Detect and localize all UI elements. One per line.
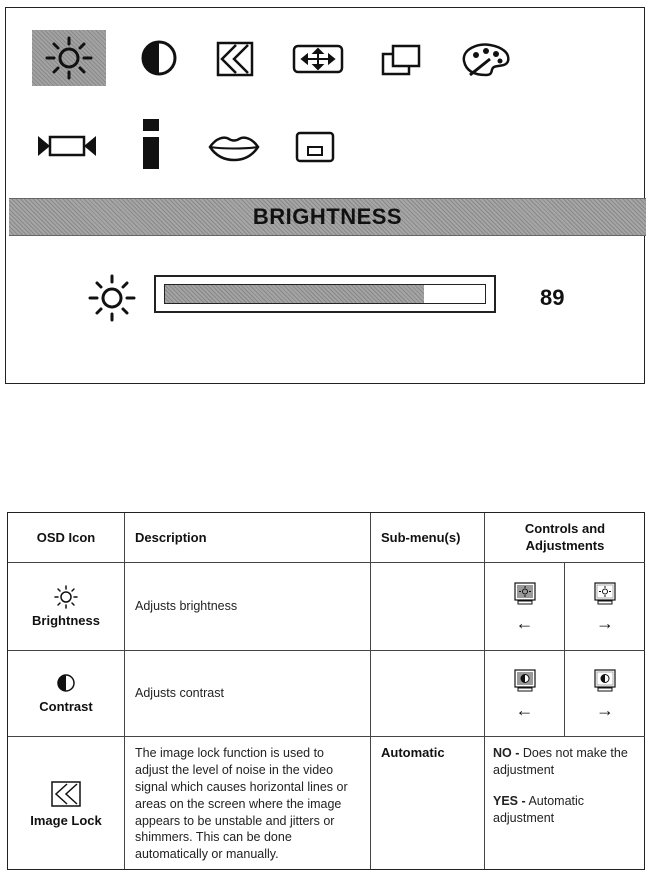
brightness-increase-control[interactable] — [565, 563, 645, 651]
color-menu-button[interactable] — [454, 38, 516, 80]
header-controls: Controls and Adjustments — [485, 513, 645, 563]
slider-sun-container — [82, 272, 142, 324]
header-submenus: Sub-menu(s) — [371, 513, 485, 563]
size-menu-button[interactable] — [376, 40, 428, 80]
image-lock-no-option[interactable]: NO - Does not make the adjustment — [493, 746, 628, 777]
position-icon — [290, 42, 346, 76]
sun-icon — [41, 36, 97, 80]
image-lock-menu-button[interactable] — [210, 38, 260, 80]
contrast-increase-control[interactable] — [565, 651, 645, 737]
sun-icon — [86, 273, 138, 323]
osd-reference-table — [7, 512, 645, 870]
brightness-menu-button[interactable] — [32, 30, 106, 86]
row-contrast-description: Adjusts contrast — [125, 651, 371, 737]
row-image-lock-description: The image lock function is used to adjust the level of noise in the video signal which causes horizontal lines or areas on the screen where the image appears to be unstable and jitters or shimmers. This can be done automatically or manually. — [125, 737, 371, 869]
row-name: Image Lock — [30, 812, 102, 828]
video-icon — [36, 131, 98, 161]
brightness-slider[interactable] — [154, 275, 496, 313]
menu-settings-button[interactable] — [290, 128, 340, 166]
row-brightness-submenu — [371, 563, 485, 651]
contrast-menu-button[interactable] — [134, 38, 184, 78]
row-brightness-description: Adjusts brightness — [125, 563, 371, 651]
osd-title: BRIGHTNESS — [252, 204, 403, 229]
right-arrow-icon: → — [596, 612, 614, 633]
palette-icon — [456, 39, 514, 79]
info-icon — [140, 117, 162, 171]
video-menu-button[interactable] — [34, 128, 100, 164]
slider-value: 89 — [540, 285, 565, 310]
monitor-low-contrast-icon — [514, 669, 536, 693]
row-name: Brightness — [32, 613, 100, 628]
row-image-lock-controls — [485, 737, 645, 869]
contrast-icon — [56, 673, 76, 693]
audio-menu-button[interactable] — [204, 130, 264, 164]
monitor-dim-icon — [514, 582, 536, 606]
row-brightness-icon-cell — [8, 563, 125, 651]
audio-icon — [206, 132, 262, 162]
left-arrow-icon: ← — [515, 699, 534, 720]
image-lock-yes-option[interactable]: YES - Automatic adjustment — [493, 793, 585, 825]
row-image-lock-icon-cell — [8, 737, 125, 869]
left-arrow-icon: ← — [515, 612, 534, 633]
osd-panel — [5, 7, 645, 384]
osd-title-bar — [9, 198, 646, 236]
header-osd-icon: OSD Icon — [8, 513, 125, 563]
slider-fill — [165, 285, 424, 303]
row-name: Contrast — [39, 699, 93, 714]
header-description: Description — [125, 513, 371, 563]
position-menu-button[interactable] — [288, 40, 348, 78]
sun-icon — [53, 585, 79, 609]
image-lock-icon — [214, 39, 256, 79]
brightness-decrease-control[interactable] — [485, 563, 565, 651]
right-arrow-icon: → — [596, 699, 614, 720]
contrast-decrease-control[interactable] — [485, 651, 565, 737]
info-menu-button[interactable] — [136, 116, 166, 172]
size-icon — [379, 42, 425, 78]
row-contrast-icon-cell — [8, 651, 125, 737]
row-image-lock-submenu: Automatic — [371, 737, 485, 869]
slider-inner-track — [164, 284, 486, 304]
contrast-icon — [139, 38, 179, 78]
monitor-bright-icon — [594, 582, 616, 606]
image-lock-icon — [49, 779, 83, 809]
monitor-high-contrast-icon — [594, 669, 616, 693]
menu-icon — [294, 130, 336, 164]
row-contrast-submenu — [371, 651, 485, 737]
